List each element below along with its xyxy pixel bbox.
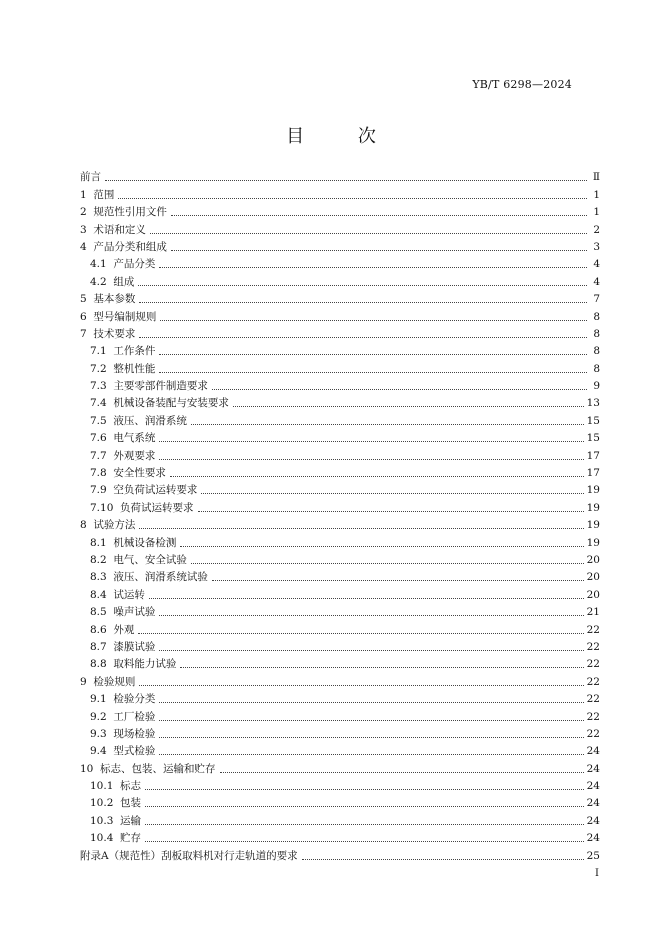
toc-entry-page: 17 (586, 467, 600, 480)
toc-entry[interactable] (80, 793, 600, 810)
toc-entry-page: 20 (586, 553, 600, 566)
dot-leader (159, 354, 587, 355)
dot-leader (302, 859, 584, 860)
toc-entry-page: 20 (586, 588, 600, 601)
toc-entry[interactable] (80, 828, 600, 845)
dot-leader (180, 546, 583, 547)
dot-leader (191, 424, 584, 425)
toc-entry[interactable] (80, 550, 600, 567)
toc-entry-label: 7.1 工作条件 (90, 345, 156, 358)
toc-entry-page: 21 (586, 606, 600, 619)
toc-entry[interactable] (80, 445, 600, 462)
dot-leader (150, 233, 587, 234)
dot-leader (118, 198, 587, 199)
toc-entry[interactable] (80, 341, 600, 358)
toc-entry[interactable] (80, 567, 600, 584)
toc-entry[interactable] (80, 376, 600, 393)
toc-entry-label: 9.3 现场检验 (90, 727, 156, 740)
toc-entry-label: 10 标志、包装、运输和贮存 (80, 762, 216, 775)
toc-entry-page: 19 (586, 519, 600, 532)
toc-entry[interactable] (80, 706, 600, 723)
toc-entry[interactable] (80, 497, 600, 514)
toc-entry-page: 24 (586, 780, 600, 793)
toc-entry[interactable] (80, 202, 600, 219)
toc-entry-page: 1 (593, 206, 600, 219)
doc-code: YB/T 6298—2024 (472, 78, 572, 91)
dot-leader (201, 493, 583, 494)
dot-leader (159, 615, 583, 616)
toc-entry-label: 10.3 运输 (90, 814, 142, 827)
toc-entry-label: 5 基本参数 (80, 293, 136, 306)
toc-entry-page: 13 (586, 397, 600, 410)
dot-leader (159, 267, 587, 268)
toc-entry-label: 9 检验规则 (80, 675, 136, 688)
dot-leader (139, 528, 583, 529)
toc-entry[interactable] (80, 689, 600, 706)
toc-entry[interactable] (80, 219, 600, 236)
toc-entry[interactable] (80, 271, 600, 288)
dot-leader (212, 580, 584, 581)
toc-entry[interactable] (80, 845, 600, 862)
toc-entry-label: 6 型号编制规则 (80, 310, 157, 323)
page-number: I (595, 868, 599, 879)
toc-entry-label: 4 产品分类和组成 (80, 240, 167, 253)
toc-entry-page: 20 (586, 571, 600, 584)
toc-entry-label: 4.1 产品分类 (90, 258, 156, 271)
dot-leader (160, 320, 587, 321)
toc-entry-label: 10.4 贮存 (90, 832, 142, 845)
toc-entry[interactable] (80, 671, 600, 688)
toc-entry-page: 24 (586, 814, 600, 827)
toc-entry-page: 8 (593, 362, 600, 375)
toc-entry-label: 8.4 试运转 (90, 588, 145, 601)
toc-entry-page: 19 (586, 501, 600, 514)
toc-entry-label: 7.6 电气系统 (90, 432, 156, 445)
toc-entry[interactable] (80, 637, 600, 654)
toc-entry-label: 1 范围 (80, 188, 115, 201)
toc-entry[interactable] (80, 324, 600, 341)
dot-leader (171, 215, 587, 216)
toc-entry-page: 24 (586, 797, 600, 810)
dot-leader (138, 285, 587, 286)
dot-leader (159, 650, 583, 651)
toc-entry-label: 8.7 漆膜试验 (90, 640, 156, 653)
dot-leader (138, 633, 583, 634)
toc-entry-label: 8.8 取料能力试验 (90, 658, 177, 671)
toc-entry-page: 4 (593, 275, 600, 288)
toc-entry-label: 7.8 安全性要求 (90, 467, 166, 480)
toc-entry-page: 15 (586, 432, 600, 445)
dot-leader (149, 598, 584, 599)
toc-entry[interactable] (80, 428, 600, 445)
toc-entry-page: 24 (586, 762, 600, 775)
dot-leader (220, 772, 584, 773)
toc-entry[interactable] (80, 184, 600, 201)
toc-entry-page: 22 (586, 727, 600, 740)
toc-entry-page: 22 (586, 640, 600, 653)
toc-entry-label: 8.3 液压、润滑系统试验 (90, 571, 208, 584)
toc-entry[interactable] (80, 619, 600, 636)
page-title: 目 次 (286, 126, 400, 147)
dot-leader (145, 841, 584, 842)
toc-entry-label: 7 技术要求 (80, 327, 136, 340)
dot-leader (171, 250, 587, 251)
toc-entry-label: 8.6 外观 (90, 623, 135, 636)
toc-entry-label: 9.2 工厂检验 (90, 710, 156, 723)
toc-entry-page: 24 (586, 745, 600, 758)
toc-entry-label: 4.2 组成 (90, 275, 135, 288)
toc-entry-label: 7.3 主要零部件制造要求 (90, 380, 208, 393)
toc-entry-label: 附录A（规范性）刮板取料机对行走轨道的要求 (80, 849, 298, 862)
table-of-contents (80, 167, 600, 863)
toc-entry[interactable] (80, 758, 600, 775)
toc-entry-page: 3 (593, 240, 600, 253)
toc-entry-page: 8 (593, 310, 600, 323)
dot-leader (159, 459, 583, 460)
toc-entry-page: 22 (586, 710, 600, 723)
toc-entry-page: 22 (586, 623, 600, 636)
toc-entry-label: 7.7 外观要求 (90, 449, 156, 462)
toc-entry-label: 7.10 负荷试运转要求 (90, 501, 194, 514)
toc-entry[interactable] (80, 306, 600, 323)
toc-entry[interactable] (80, 463, 600, 480)
dot-leader (145, 824, 584, 825)
toc-entry-label: 9.4 型式检验 (90, 745, 156, 758)
toc-entry[interactable] (80, 410, 600, 427)
toc-entry-page: 25 (586, 849, 600, 862)
dot-leader (145, 789, 584, 790)
toc-entry-page: 19 (586, 536, 600, 549)
dot-leader (105, 180, 587, 181)
toc-entry-page: 2 (593, 223, 600, 236)
toc-entry-label: 7.4 机械设备装配与安装要求 (90, 397, 229, 410)
toc-entry[interactable] (80, 358, 600, 375)
toc-entry-page: 9 (593, 380, 600, 393)
toc-entry-page: 8 (593, 345, 600, 358)
toc-entry[interactable] (80, 584, 600, 601)
toc-entry-label: 3 术语和定义 (80, 223, 146, 236)
toc-entry[interactable] (80, 810, 600, 827)
dot-leader (159, 754, 583, 755)
toc-entry[interactable] (80, 741, 600, 758)
toc-entry-page: 24 (586, 832, 600, 845)
toc-entry-label: 8.2 电气、安全试验 (90, 553, 187, 566)
dot-leader (159, 720, 583, 721)
toc-entry[interactable] (80, 167, 600, 184)
toc-entry-page: Ⅱ (592, 171, 600, 184)
dot-leader (139, 337, 587, 338)
toc-entry-label: 2 规范性引用文件 (80, 206, 167, 219)
toc-entry-label: 8.5 噪声试验 (90, 606, 156, 619)
toc-entry-page: 22 (586, 658, 600, 671)
toc-entry-label: 7.9 空负荷试运转要求 (90, 484, 198, 497)
dot-leader (212, 389, 587, 390)
toc-entry-page: 15 (586, 414, 600, 427)
toc-entry-label: 10.2 包装 (90, 797, 142, 810)
toc-entry-label: 8 试验方法 (80, 519, 136, 532)
toc-entry[interactable] (80, 532, 600, 549)
toc-entry-page: 7 (593, 293, 600, 306)
toc-entry[interactable] (80, 289, 600, 306)
dot-leader (180, 667, 583, 668)
toc-entry-label: 9.1 检验分类 (90, 693, 156, 706)
toc-entry-page: 4 (593, 258, 600, 271)
toc-entry-label: 7.5 液压、润滑系统 (90, 414, 187, 427)
toc-entry-page: 19 (586, 484, 600, 497)
toc-entry-label: 前言 (80, 171, 101, 184)
toc-entry[interactable] (80, 393, 600, 410)
toc-entry-page: 22 (586, 675, 600, 688)
toc-entry[interactable] (80, 254, 600, 271)
toc-entry-label: 7.2 整机性能 (90, 362, 156, 375)
toc-entry[interactable] (80, 602, 600, 619)
toc-entry-page: 17 (586, 449, 600, 462)
dot-leader (198, 511, 584, 512)
dot-leader (145, 806, 584, 807)
toc-entry-label: 10.1 标志 (90, 780, 142, 793)
dot-leader (159, 702, 583, 703)
toc-entry-page: 8 (593, 327, 600, 340)
toc-entry-page: 22 (586, 693, 600, 706)
toc-entry-page: 1 (593, 188, 600, 201)
toc-entry[interactable] (80, 237, 600, 254)
dot-leader (159, 441, 583, 442)
dot-leader (191, 563, 584, 564)
dot-leader (159, 737, 583, 738)
toc-entry[interactable] (80, 515, 600, 532)
toc-entry[interactable] (80, 654, 600, 671)
dot-leader (159, 372, 587, 373)
dot-leader (139, 302, 587, 303)
toc-entry[interactable] (80, 724, 600, 741)
toc-entry[interactable] (80, 776, 600, 793)
dot-leader (233, 406, 584, 407)
dot-leader (139, 685, 583, 686)
toc-entry-label: 8.1 机械设备检测 (90, 536, 177, 549)
dot-leader (170, 476, 584, 477)
toc-entry[interactable] (80, 480, 600, 497)
